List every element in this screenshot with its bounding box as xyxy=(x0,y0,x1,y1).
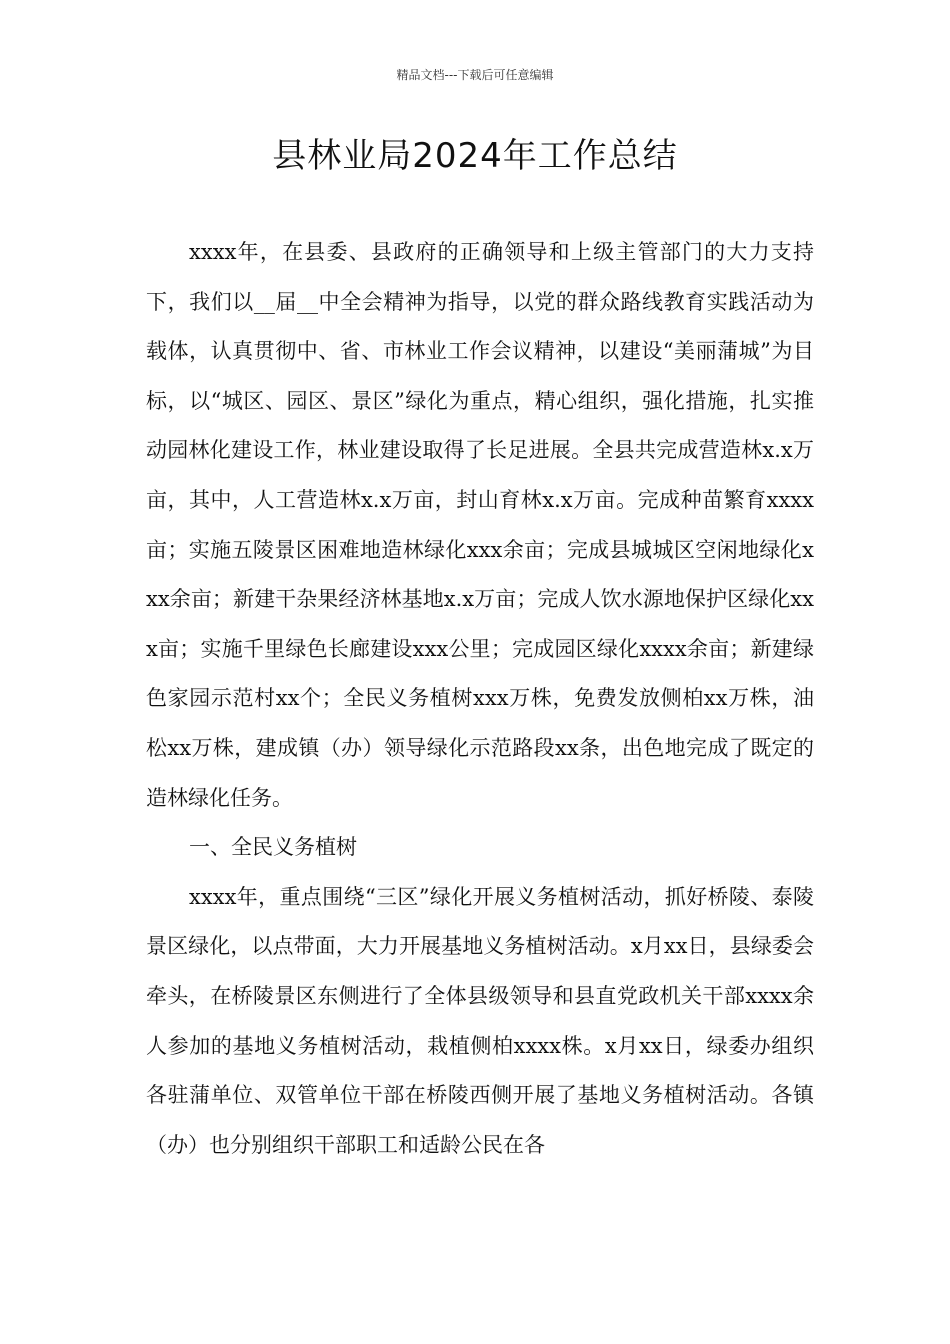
page-header: 精品文档---下载后可任意编辑 xyxy=(396,68,554,82)
document-title: 县林业局2024年工作总结 xyxy=(272,136,678,176)
section-heading: 一、全民义务植树 xyxy=(189,835,358,860)
paragraph-intro: xxxx年，在县委、县政府的正确领导和上级主管部门的大力支持下，我们以__届__中全会精神为指导，以党的群众路线教育实践活动为载体，认真贯彻中、省、市林业工作会议精神，以建设“美丽蒲城”为目标，以“城区、园区、景区”绿化为重点，精心组织，强化措施，扎实推动园林化建设工作，林业建设取得了长足进展。全县共完成营造林x.x万亩，其中，人工营造林x.x万亩，封山育林x.x万亩。完成种苗繁育xxxx亩；实施五陵景区困难地造林绿化xxx余亩；完成县城城区空闲地绿化xxx余亩；新建干杂果经济林基地x.x万亩；完成人饮水源地保护区绿化xxx亩；实施千里绿色长廊建设xxx公里；完成园区绿化xxxx余亩；新建绿色家园示范村xx个；全民义务植树xxx万株，免费发放侧柏xx万株，油松xx万株，建成镇（办）领导绿化示范路段xx条，出色地完成了既定的造林绿化任务。 xyxy=(146,240,814,810)
paragraph-tree-planting: xxxx年，重点围绕“三区”绿化开展义务植树活动，抓好桥陵、泰陵景区绿化，以点带面，大力开展基地义务植树活动。x月xx日，县绿委会牵头，在桥陵景区东侧进行了全体县级领导和县直党政机关干部xxxx余人参加的基地义务植树活动，栽植侧柏xxxx株。x月xx日，绿委办组织各驻蒲单位、双管单位干部在桥陵西侧开展了基地义务植树活动。各镇（办）也分别组织干部职工和适龄公民在各 xyxy=(146,884,814,1157)
document-body xyxy=(146,228,814,1170)
